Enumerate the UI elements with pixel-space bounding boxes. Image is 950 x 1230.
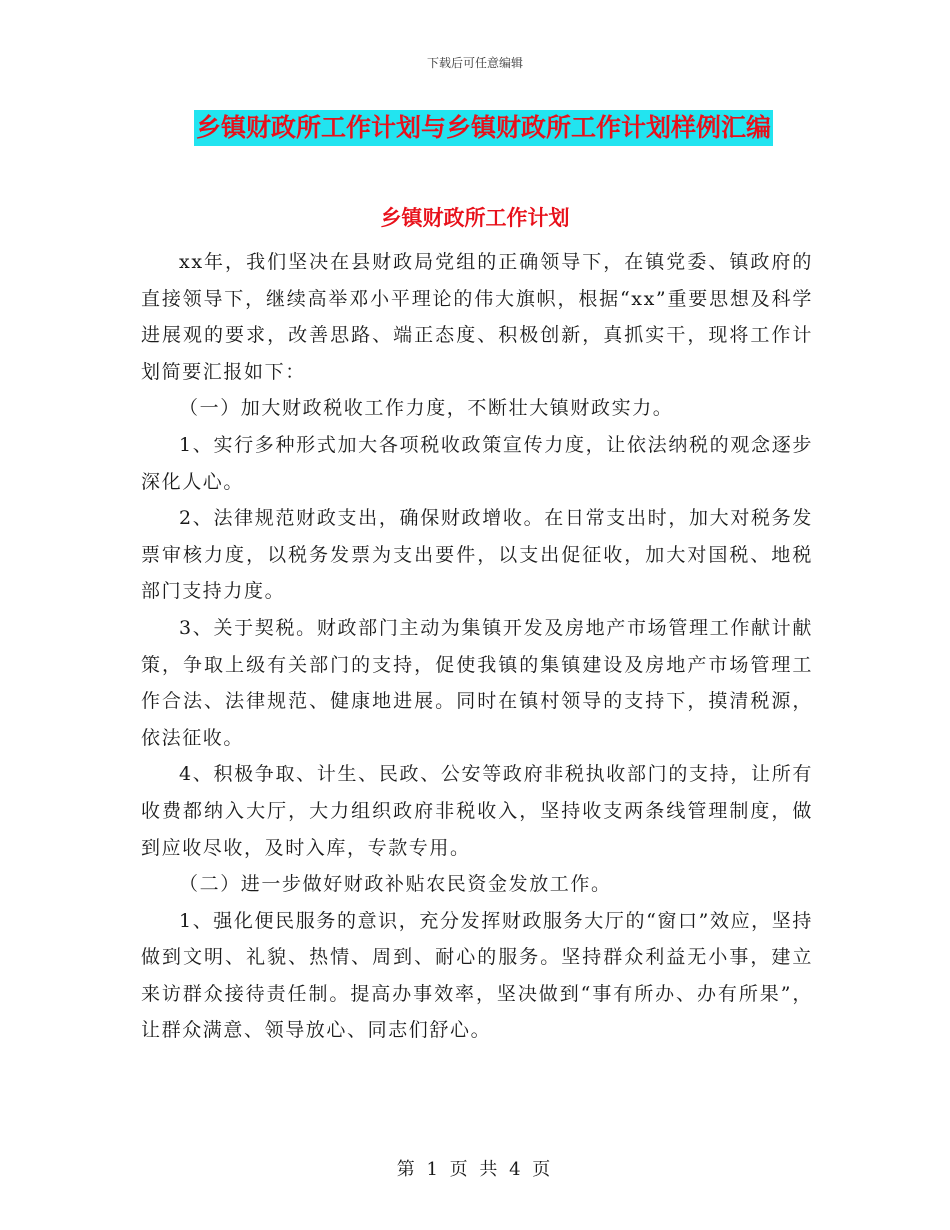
paragraph-item: 4、积极争取、计生、民政、公安等政府非税执收部门的支持，让所有收费都纳入大厅，大力组织政府非税收入，坚持收支两条线管理制度，做到应收尽收，及时入库，专款专用。 [141,763,813,859]
paragraph-intro: xx年，我们坚决在县财政局党组的正确领导下，在镇党委、镇政府的直接领导下，继续高举邓小平理论的伟大旗帜，根据“xx”重要思想及科学进展观的要求，改善思路、端正态度、积极创新，真抓实干，现将工作计划简要汇报如下： [141,251,813,383]
paragraph-item: 1、实行多种形式加大各项税收政策宣传力度，让依法纳税的观念逐步深化人心。 [141,433,813,493]
paragraph-heading-2: （二）进一步做好财政补贴农民资金发放工作。 [179,873,612,896]
header-note: 下载后可任意编辑 [426,56,523,70]
paragraph-item: 2、法律规范财政支出，确保财政增收。在日常支出时，加大对税务发票审核力度，以税务发票为支出要件，以支出促征收，加大对国税、地税部门支持力度。 [141,507,813,603]
section-title: 乡镇财政所工作计划 [380,206,570,230]
body-text [141,244,813,1049]
main-title: 乡镇财政所工作计划与乡镇财政所工作计划样例汇编 [194,110,773,146]
page-footer: 第 1 页 共 4 页 [396,1159,554,1180]
paragraph-item: 3、关于契税。财政部门主动为集镇开发及房地产市场管理工作献计献策，争取上级有关部门的支持，促使我镇的集镇建设及房地产市场管理工作合法、法律规范、健康地进展。同时在镇村领导的支持下，摸清税源，依法征收。 [141,616,813,749]
paragraph-item: 1、强化便民服务的意识，充分发挥财政服务大厅的“窗口”效应，坚持做到文明、礼貌、热情、周到、耐心的服务。坚持群众利益无小事，建立来访群众接待责任制。提高办事效率，坚决做到“事有所办、办有所果”，让群众满意、领导放心、同志们舒心。 [141,909,813,1042]
paragraph-heading-1: （一）加大财政税收工作力度，不断壮大镇财政实力。 [179,397,674,420]
